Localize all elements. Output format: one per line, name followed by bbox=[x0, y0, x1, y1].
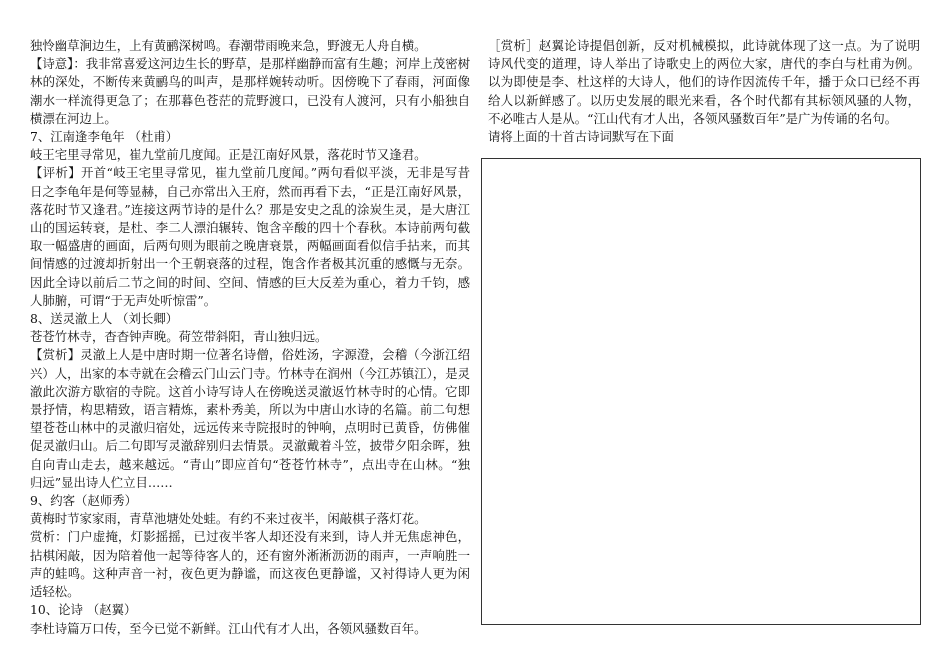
poem-title-10: 10、论诗 （赵翼） bbox=[30, 602, 137, 618]
poem-text-9: 黄梅时节家家雨，青草池塘处处蛙。有约不来过夜半，闲敲棋子落灯花。 bbox=[30, 511, 427, 527]
poem-analysis-7: 【评析】开首“岐王宅里寻常见，崔九堂前几度闻。”两句看似平淡，无非是写昔日之李龟年是何等显赫，自己亦常出入王府，然而再看下去，“正是江南好风景，落花时节又逢君。”连接这两节诗的是什么？那是安史之乱的涂炭生灵，是大唐江山的国运转衰，是杜、李二人漂泊辗转、饱含辛酸的四十个春秋。本诗前两句截取一幅盛唐的画面，后两句则为眼前之晚唐衰景，两幅画面看似信手拈来，而其间情感的过渡却折射出一个王朝衰落的过程，饱含作者极其沉重的感慨与无奈。因此全诗以前后二节之间的时间、空间、情感的巨大反差为重心，着力千钧，感人肺腑，可谓“于无声处听惊雷”。 bbox=[30, 165, 471, 308]
poem-meaning-6: 【诗意】：我非常喜爱这河边生长的野草，是那样幽静而富有生趣；河岸上茂密树林的深处，不断传来黄鹂鸟的叫声，是那样婉转动听。因傍晚下了春雨，河面像潮水一样流得更急了；在那暮色苍茫的荒野渡口，已没有人渡河，只有小船独自横漂在河边上。 bbox=[30, 56, 470, 126]
poem-text-10: 李杜诗篇万口传，至今已觉不新鲜。江山代有才人出，各领风骚数百年。 bbox=[30, 620, 427, 636]
poem-analysis-9: 赏析：门户虚掩，灯影摇摇，已过夜半客人却还没有来到，诗人并无焦虑神色，拈棋闲敲，因为陪着他一起等待客人的，还有窗外淅淅沥沥的雨声，一声响胜一声的蛙鸣。这种声音一衬，夜色更为静谧，而这夜色更静谧，又衬得诗人更为闲适轻松。 bbox=[30, 529, 470, 600]
poem-text-6: 独怜幽草涧边生，上有黄鹂深树鸣。春潮带雨晚来急，野渡无人舟自横。 bbox=[30, 38, 427, 53]
poem-analysis-10: ［赏析］赵翼论诗提倡创新，反对机械模拟，此诗就体现了这一点。为了说明诗风代变的道理，诗人举出了诗歌史上的两位大家，唐代的李白与杜甫为例。以为即使是李、杜这样的大诗人，他们的诗作因流传千年，播于众口已经不再给人以新鲜感了。以历史发展的眼光来看，各个时代都有其标领风骚的人物，不必唯古人是从。“江山代有才人出，各领风骚数百年”是广为传诵的名句。 bbox=[488, 38, 920, 126]
left-column bbox=[30, 37, 470, 638]
poem-text-8: 苍苍竹林寺，杳杳钟声晚。荷笠带斜阳，青山独归远。 bbox=[30, 329, 328, 345]
right-column bbox=[488, 37, 920, 146]
poem-text-7: 岐王宅里寻常见，崔九堂前几度闻。正是江南好风景，落花时节又逢君。 bbox=[30, 147, 427, 163]
dictation-instruction: 请将上面的十首古诗词默写在下面 bbox=[488, 129, 674, 145]
poem-title-9: 9、约客（赵师秀） bbox=[30, 493, 138, 509]
dictation-answer-box[interactable] bbox=[481, 158, 921, 625]
poem-title-8: 8、送灵澈上人 （刘长卿） bbox=[30, 311, 179, 327]
poem-analysis-8: 【赏析】灵澈上人是中唐时期一位著名诗僧，俗姓汤，字源澄，会稽（今浙江绍兴）人，出家的本寺就在会稽云门山云门寺。竹林寺在润州（今江苏镇江），是灵澈此次游方歇宿的寺院。这首小诗写诗人在傍晚送灵澈返竹林寺时的心情。它即景抒情，构思精致，语言精炼，素朴秀美，所以为中唐山水诗的名篇。前二句想望苍苍山林中的灵澈归宿处，远远传来寺院报时的钟响，点明时已黄昏，仿佛催促灵澈归山。后二句即写灵澈辞别归去情景。灵澈戴着斗笠，披带夕阳余晖，独自向青山走去，越来越远。“青山”即应首句“苍苍竹林寺”，点出寺在山林。“独归远”显出诗人伫立目…… bbox=[30, 347, 470, 490]
poem-title-7: 7、江南逢李龟年 （杜甫） bbox=[30, 129, 179, 145]
